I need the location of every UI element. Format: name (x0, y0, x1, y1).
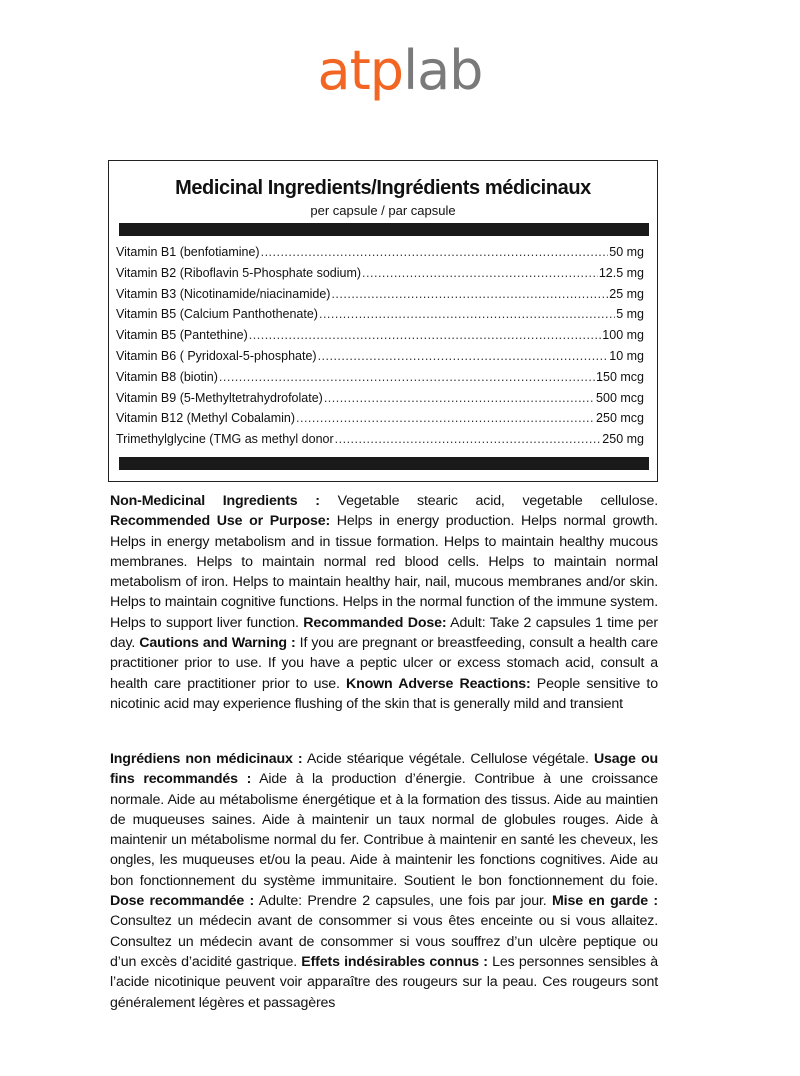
use-text: Helps in energy production. Helps normal growth. Helps in energy metabolism and in tissue formation. Helps to maintain healthy mucous membranes. Helps to maintain normal red blood cells. Helps to maintain normal metabolism of iron. Helps to maintain healthy hair, nail, mucous membranes and/or skin. Helps to maintain cognitive functions. Helps in the normal function of the immune system. Helps to support liver function. (110, 513, 658, 631)
dot-leader (318, 349, 609, 363)
panel-title: Medicinal Ingredients/Ingrédients médicinaux (175, 177, 591, 199)
use-label: Usage ou fins recommandés : (110, 751, 658, 788)
ingredient-amount: 250 mcg (596, 411, 644, 426)
adverse-label: Known Adverse Reactions: (346, 675, 531, 692)
ingredient-name: Vitamin B5 (Calcium Panthothenate) (116, 307, 318, 322)
panel-subtitle: per capsule / par capsule (310, 203, 456, 218)
ingredient-row (116, 411, 644, 432)
dot-leader (319, 307, 615, 321)
ingredient-amount: 5 mg (616, 307, 644, 322)
ingredient-name: Vitamin B9 (5-Methyltetrahydrofolate) (116, 390, 323, 405)
cautions-label: Mise en garde : (552, 893, 658, 910)
ingredient-amount: 500 mcg (596, 390, 644, 405)
ingredient-row (116, 287, 644, 308)
dot-leader (362, 266, 598, 280)
nmi-label: Non-Medicinal Ingredients : (110, 493, 320, 509)
dot-leader (324, 391, 595, 405)
adverse-text: People sensitive to nicotinic acid may experience flushing of the skin that is generally mild and transient (110, 675, 658, 712)
dot-leader (335, 432, 602, 446)
nmi-text: Acide stéarique végétale. Cellulose végétale. (302, 751, 594, 767)
ingredient-name: Vitamin B2 (Riboflavin 5-Phosphate sodium) (116, 265, 362, 280)
ingredient-row (116, 391, 644, 412)
ingredient-name: Vitamin B6 ( Pyridoxal-5-phosphate) (116, 348, 317, 363)
nmi-text: Vegetable stearic acid, vegetable cellulose. (319, 493, 658, 509)
dot-leader (296, 411, 595, 425)
ingredient-name: Vitamin B3 (Nicotinamide/niacinamide) (116, 286, 331, 301)
ingredient-row (116, 307, 644, 328)
brand-logo (0, 39, 800, 102)
ingredient-list (116, 245, 644, 453)
top-divider-bar (119, 223, 649, 236)
dot-leader (249, 328, 602, 342)
dot-leader (261, 245, 609, 259)
dose-label: Dose recommandée : (110, 893, 255, 910)
logo-part-atp: atp (317, 39, 404, 102)
ingredient-name: Trimethylglycine (TMG as methyl donor (116, 432, 334, 447)
medicinal-ingredients-panel (108, 160, 658, 482)
dose-label: Recommanded Dose: (303, 614, 447, 631)
cautions-label: Cautions and Warning : (139, 635, 296, 652)
ingredient-row (116, 266, 644, 287)
dot-leader (219, 370, 595, 384)
cautions-text: If you are pregnant or breastfeeding, consult a health care practitioner prior to use. If you have a peptic ulcer or excess stomach acid, consult a health care practitioner prior to use. (110, 635, 658, 692)
ingredient-amount: 250 mg (602, 432, 644, 447)
ingredient-row (116, 349, 644, 370)
ingredient-row (116, 370, 644, 391)
ingredient-amount: 100 mg (602, 328, 644, 343)
ingredient-row (116, 328, 644, 349)
nmi-label: Ingrédiens non médicinaux : (110, 751, 303, 767)
ingredient-row (116, 245, 644, 266)
ingredient-name: Vitamin B5 (Pantethine) (116, 328, 248, 343)
bottom-divider-bar (119, 457, 649, 470)
ingredient-row (116, 432, 644, 453)
ingredient-amount: 25 mg (609, 286, 644, 301)
ingredient-amount: 12.5 mg (598, 265, 644, 280)
dot-leader (331, 287, 608, 301)
adverse-text: Les personnes sensibles à l’acide nicotinique peuvent voir apparaître des rougeurs sur la peau. Ces rougeurs sont généralement légères et passagères (110, 953, 658, 1011)
dose-text: Adulte: Prendre 2 capsules, une fois par jour. (254, 893, 552, 910)
use-text: Aide à la production d’énergie. Contribue à une croissance normale. Aide au métabolisme énergétique et à la formation des tissus. Aide au maintien de muqueuses saines. Aide à maintenir un taux normal de globules rouges. Aide à maintenir un métabolisme normal du fer. Contribue à maintenir en santé les cheveux, les ongles, les muqueuses et/ou la peau. Aide à maintenir les fonctions cognitives. Aide au bon fonctionnement du système immunitaire. Soutient le bon fonctionnement du foie. (110, 771, 658, 889)
logo-part-lab: lab (403, 39, 483, 102)
french-label-text (110, 749, 658, 1013)
ingredient-amount: 150 mcg (596, 369, 644, 384)
ingredient-name: Vitamin B12 (Methyl Cobalamin) (116, 411, 296, 426)
cautions-text: Consultez un médecin avant de consommer si vous êtes enceinte ou si vous allaitez. Consultez un médecin avant de consommer si vous souffrez d’un ulcère peptique ou d’un excès d’acidité gastrique. (110, 913, 658, 970)
ingredient-name: Vitamin B1 (benfotiamine) (116, 245, 260, 259)
ingredient-amount: 50 mg (609, 245, 644, 259)
adverse-label: Effets indésirables connus : (301, 953, 488, 970)
ingredient-name: Vitamin B8 (biotin) (116, 369, 218, 384)
english-label-text (110, 491, 658, 714)
dose-text: Adult: Take 2 capsules 1 time per day. (110, 614, 658, 652)
use-label: Recommended Use or Purpose: (110, 513, 331, 530)
ingredient-amount: 10 mg (609, 348, 644, 363)
